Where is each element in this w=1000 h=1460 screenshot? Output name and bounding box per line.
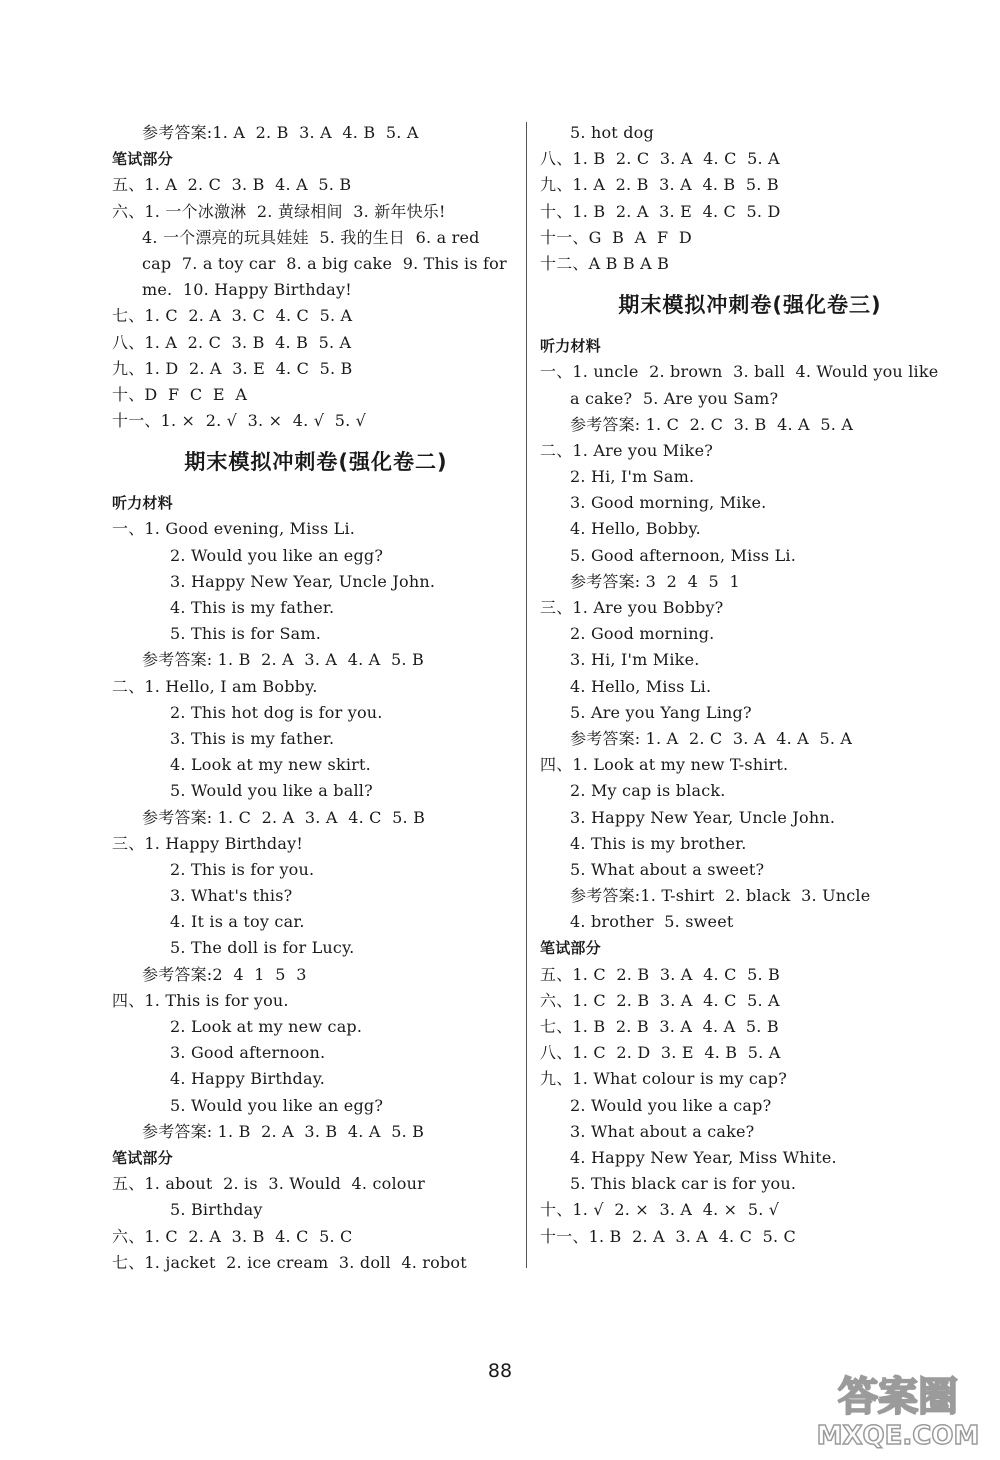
answer-line: 三、1. Are you Bobby? xyxy=(540,598,724,617)
answer-line: 三、1. Happy Birthday! xyxy=(112,833,303,853)
answer-line: 2. This hot dog is for you. xyxy=(170,702,383,722)
answer-line: 2. My cap is black. xyxy=(570,781,726,801)
answer-line: 5. hot dog xyxy=(570,123,654,142)
answer-line: 八、1. A 2. C 3. B 4. B 5. A xyxy=(112,332,352,352)
section-title: 期末模拟冲刺卷(强化卷二) xyxy=(184,450,448,475)
answer-line: 2. This is for you. xyxy=(170,859,315,879)
answer-line: 4. brother 5. sweet xyxy=(570,912,734,932)
answer-line: 参考答案: 1. B 2. A 3. B 4. A 5. B xyxy=(142,1121,425,1141)
answer-line: 3. Good afternoon. xyxy=(170,1043,326,1063)
answer-line: 六、1. 一个冰激淋 2. 黄绿相间 3. 新年快乐! xyxy=(112,201,446,221)
section-heading: 笔试部分 xyxy=(112,1148,173,1167)
answer-line: 八、1. B 2. C 3. A 4. C 5. A xyxy=(540,149,780,169)
answer-line: 参考答案: 3 2 4 5 1 xyxy=(570,571,740,591)
answer-line: 4. This is my father. xyxy=(170,598,335,617)
answer-line: 一、1. Good evening, Miss Li. xyxy=(112,519,356,539)
answer-line: 2. Good morning. xyxy=(570,624,715,644)
answer-line: 5. This is for Sam. xyxy=(170,624,322,644)
answer-line: 十一、1. × 2. √ 3. × 4. √ 5. √ xyxy=(112,411,367,431)
answer-line: 4. 一个漂亮的玩具娃娃 5. 我的生日 6. a red xyxy=(142,227,480,247)
answer-line: 4. It is a toy car. xyxy=(170,912,305,932)
right-column xyxy=(540,120,960,1250)
answer-line: 七、1. jacket 2. ice cream 3. doll 4. robot xyxy=(112,1252,467,1272)
section-heading: 听力材料 xyxy=(540,337,601,356)
page-number: 88 xyxy=(487,1360,513,1382)
answer-line: 参考答案: 1. C 2. A 3. A 4. C 5. B xyxy=(142,807,426,827)
answer-line: a cake? 5. Are you Sam? xyxy=(570,388,779,408)
answer-line: 二、1. Hello, I am Bobby. xyxy=(112,676,318,696)
section-heading: 听力材料 xyxy=(112,494,173,513)
answer-line: 5. Birthday xyxy=(170,1200,263,1220)
answer-line: 参考答案: 1. B 2. A 3. A 4. A 5. B xyxy=(142,650,424,670)
answer-line: 5. Are you Yang Ling? xyxy=(570,702,752,722)
answer-line: 3. What about a cake? xyxy=(570,1121,755,1141)
answer-line: 4. This is my brother. xyxy=(570,833,747,853)
answer-line: 3. Hi, I'm Mike. xyxy=(570,650,700,670)
answer-line: 十二、A B B A B xyxy=(540,253,670,273)
answer-line: 5. Would you like an egg? xyxy=(170,1095,384,1115)
answer-line: 五、1. C 2. B 3. A 4. C 5. B xyxy=(540,964,780,984)
answer-line: 十一、G B A F D xyxy=(540,227,692,247)
answer-line: 2. Would you like an egg? xyxy=(170,545,384,565)
answer-line: 九、1. D 2. A 3. E 4. C 5. B xyxy=(112,358,353,378)
answer-line: 3. This is my father. xyxy=(170,728,335,748)
answer-line: 4. Happy Birthday. xyxy=(170,1069,326,1089)
answer-line: 二、1. Are you Mike? xyxy=(540,440,714,460)
answer-line: 十、1. B 2. A 3. E 4. C 5. D xyxy=(540,201,781,221)
answer-line: 参考答案: 1. C 2. C 3. B 4. A 5. A xyxy=(570,414,854,434)
answer-line: 参考答案: 1. A 2. C 3. A 4. A 5. A xyxy=(570,728,853,748)
answer-line: 5. This black car is for you. xyxy=(570,1174,797,1194)
answer-line: 4. Hello, Miss Li. xyxy=(570,676,712,696)
section-title: 期末模拟冲刺卷(强化卷三) xyxy=(618,293,882,318)
answer-line: 一、1. uncle 2. brown 3. ball 4. Would you like xyxy=(540,362,939,382)
answer-line: 3. Happy New Year, Uncle John. xyxy=(170,571,436,591)
answer-line: 4. Hello, Bobby. xyxy=(570,519,701,539)
answer-line: 5. What about a sweet? xyxy=(570,859,765,879)
answer-line: 参考答案:2 4 1 5 3 xyxy=(142,964,307,984)
column-divider xyxy=(526,122,527,1268)
answer-line: 5. Would you like a ball? xyxy=(170,781,373,801)
watermark-logo xyxy=(810,1360,992,1452)
answer-line: 五、1. A 2. C 3. B 4. A 5. B xyxy=(112,175,352,195)
answer-line: 4. Happy New Year, Miss White. xyxy=(570,1147,837,1167)
answer-line: cap 7. a toy car 8. a big cake 9. This is for xyxy=(142,253,507,273)
answer-line: 十、D F C E A xyxy=(112,384,248,404)
answer-line: 九、1. What colour is my cap? xyxy=(540,1069,787,1089)
answer-line: 六、1. C 2. A 3. B 4. C 5. C xyxy=(112,1226,353,1246)
answer-line: 六、1. C 2. B 3. A 4. C 5. A xyxy=(540,990,780,1010)
answer-line: 十一、1. B 2. A 3. A 4. C 5. C xyxy=(540,1226,796,1246)
answer-line: 八、1. C 2. D 3. E 4. B 5. A xyxy=(540,1043,781,1063)
answer-line: 九、1. A 2. B 3. A 4. B 5. B xyxy=(540,175,779,195)
answer-line: 5. The doll is for Lucy. xyxy=(170,938,355,958)
answer-line: 3. Happy New Year, Uncle John. xyxy=(570,807,836,827)
answer-line: 2. Look at my new cap. xyxy=(170,1017,363,1036)
left-column xyxy=(112,120,520,1276)
answer-line: me. 10. Happy Birthday! xyxy=(142,280,352,300)
answer-line: 2. Would you like a cap? xyxy=(570,1095,772,1115)
svg-text:答案圈: 答案圈 xyxy=(838,1374,958,1420)
answer-line: 5. Good afternoon, Miss Li. xyxy=(570,545,797,565)
answer-line: 四、1. Look at my new T-shirt. xyxy=(540,755,789,775)
svg-text:MXQE.COM: MXQE.COM xyxy=(816,1421,980,1451)
answer-line: 七、1. B 2. B 3. A 4. A 5. B xyxy=(540,1017,779,1036)
answer-line: 四、1. This is for you. xyxy=(112,990,289,1010)
answer-line: 十、1. √ 2. × 3. A 4. × 5. √ xyxy=(540,1200,780,1220)
answer-line: 参考答案:1. T-shirt 2. black 3. Uncle xyxy=(570,886,871,906)
answer-line: 3. What's this? xyxy=(170,886,293,906)
section-heading: 笔试部分 xyxy=(112,150,173,169)
answer-line: 2. Hi, I'm Sam. xyxy=(570,467,695,487)
answer-line: 4. Look at my new skirt. xyxy=(170,755,371,775)
section-heading: 笔试部分 xyxy=(540,939,601,958)
answer-line: 五、1. about 2. is 3. Would 4. colour xyxy=(112,1174,425,1194)
answer-line: 参考答案:1. A 2. B 3. A 4. B 5. A xyxy=(142,123,419,142)
answer-line: 3. Good morning, Mike. xyxy=(570,493,767,513)
answer-line: 七、1. C 2. A 3. C 4. C 5. A xyxy=(112,306,353,326)
